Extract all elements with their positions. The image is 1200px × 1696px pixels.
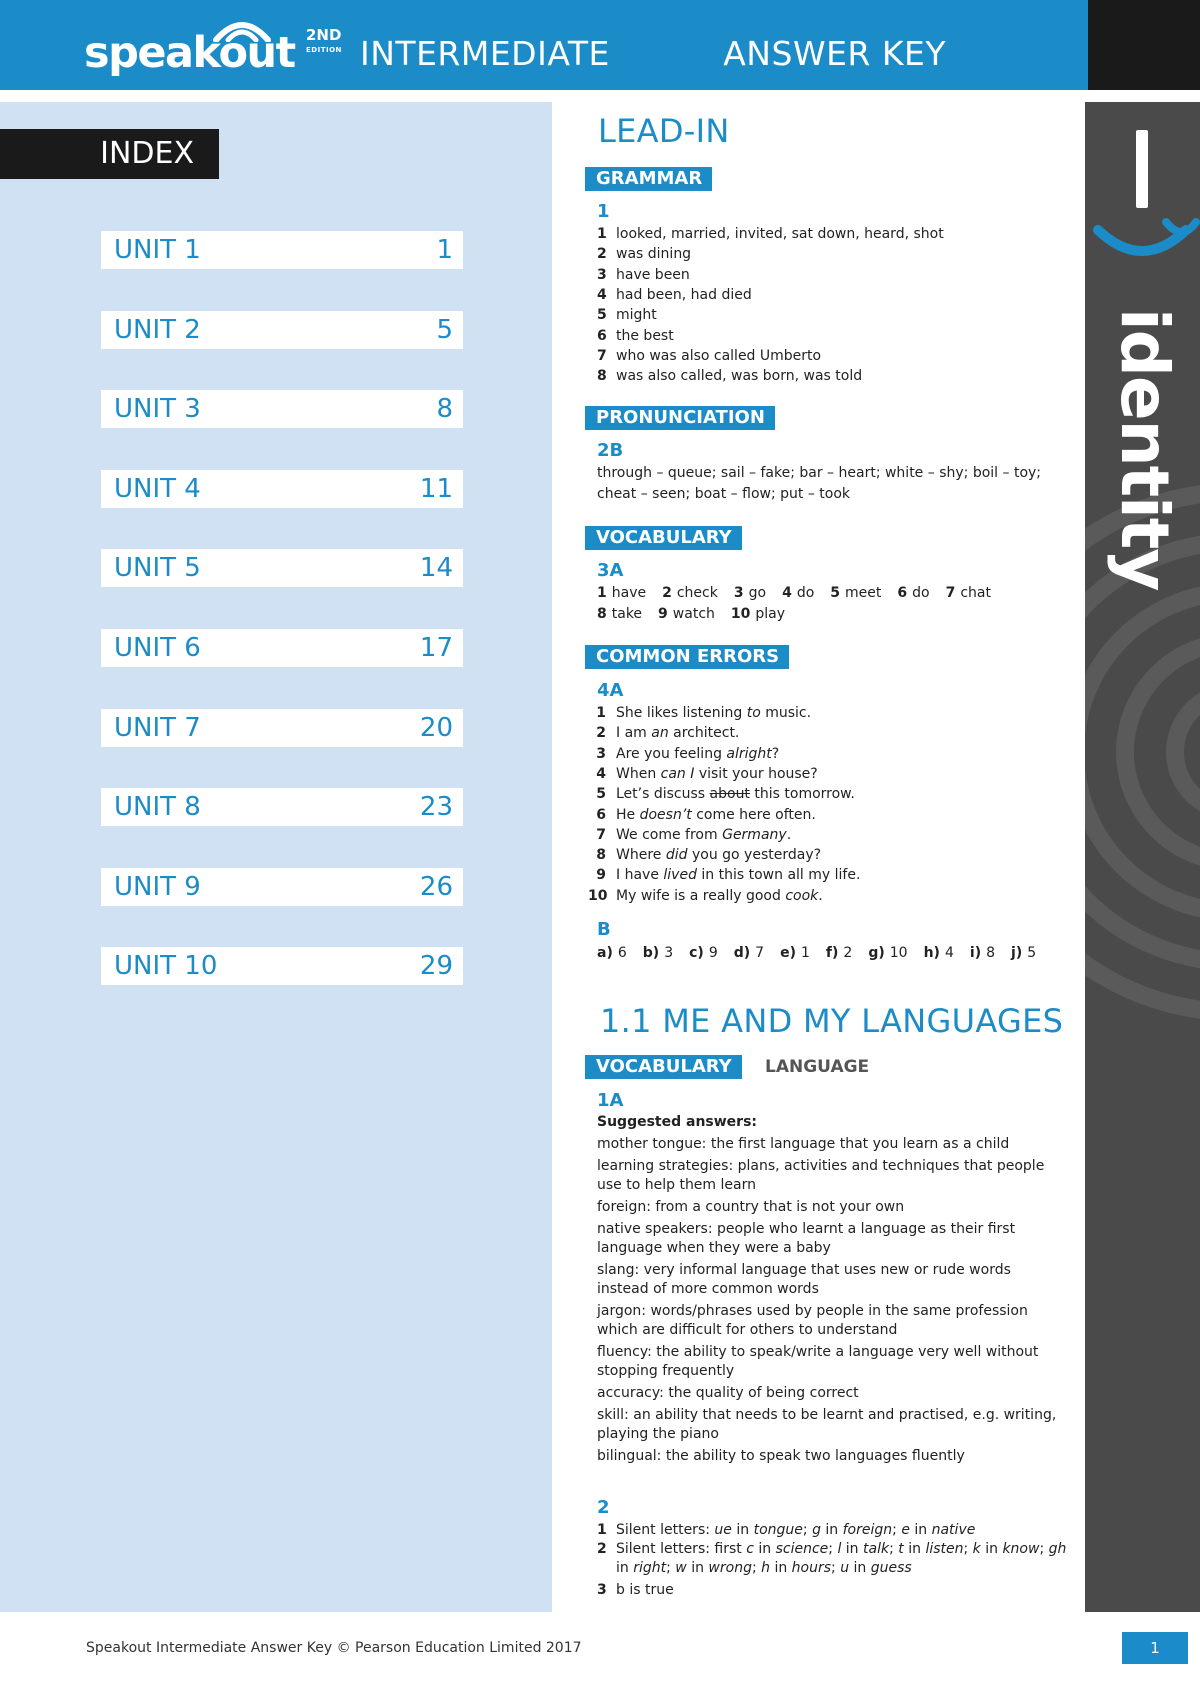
definition: foreign: from a country that is not your own [597,1199,905,1215]
grammar-answer [597,285,752,306]
item-number: 6 [897,585,908,601]
item-text: looked, married, invited, sat down, heard, shot [616,226,944,242]
grammar-heading: GRAMMAR [585,167,712,191]
error-correction [588,784,855,805]
definition: skill: an ability that needs to be learnt and practised, e.g. writing, playing the piano [597,1407,1057,1442]
item-text: check [676,585,718,601]
item-text: had been, had died [616,286,752,303]
exercise-2-item-3 [597,1580,674,1601]
vocab-answer [780,945,810,961]
unit-label: UNIT 8 [114,792,201,823]
definition: fluency: the ability to speak/write a language very well without stopping frequently [597,1344,1039,1379]
item-number: 9 [658,606,668,622]
item-number: f) [825,945,839,961]
unit-page-number: 8 [436,394,453,425]
pronunciation-line-2: cheat – seen; boat – flow; put – took [597,486,851,502]
edition-badge [306,28,342,57]
vocab-answer [734,585,766,601]
item-number: 1 [597,226,607,242]
item-number: 4 [596,765,606,782]
item-text: 10 [889,945,908,961]
definition: bilingual: the ability to speak two languages fluently [597,1448,965,1464]
unit-page-number: 17 [419,633,453,663]
item-text: in this town all my life. [696,867,861,884]
item-text: was also called, was born, was told [616,368,863,385]
vocab-answer [782,585,814,601]
item-number: d) [733,945,751,961]
index-title: INDEX [0,129,219,179]
corrected-word: can I [660,765,695,782]
item-text: visit your house? [694,765,818,782]
item-text: chat [960,585,991,601]
header-bar [0,0,1088,90]
common-errors-heading: COMMON ERRORS [585,645,789,669]
index-unit-link[interactable] [101,470,463,508]
error-correction [588,865,860,886]
unit-page-number: 26 [419,871,453,902]
vocab-answer [970,945,995,961]
item-number: c) [689,945,704,961]
errors-exercise-b-number: B [597,919,611,940]
pronunciation-exercise-number: 2B [597,440,624,461]
item-text: Are you feeling [616,745,727,762]
item-number: 6 [596,806,606,823]
index-unit-link[interactable] [101,709,463,747]
footer-copyright: Speakout Intermediate Answer Key © Pearson Education Limited 2017 [86,1640,582,1656]
removed-word: about [709,786,750,803]
index-unit-link[interactable] [101,231,463,269]
item-number: 4 [782,585,792,601]
unit-label: UNIT 3 [114,394,201,425]
index-unit-link[interactable] [101,788,463,826]
vocabulary-answers-row-1 [597,583,1007,604]
error-correction [588,764,818,785]
unit-page-number: 5 [436,314,453,345]
item-number: 2 [597,246,607,263]
item-number: 5 [596,786,606,803]
item-text: Silent letters: [616,1522,715,1538]
grammar-exercise-number: 1 [597,201,610,222]
index-unit-link[interactable] [101,311,463,349]
vocabulary-heading: VOCABULARY [585,526,742,550]
unit-number-glyph [1136,130,1148,208]
unit-page-number: 29 [419,951,453,982]
item-text: He [616,806,640,823]
unit-word: identity [1106,308,1183,591]
unit-label: UNIT 1 [114,235,201,265]
unit-label: UNIT 10 [114,951,218,982]
item-number: 2 [597,1541,607,1557]
grammar-answer [597,244,691,265]
item-text: 1 [801,945,810,961]
grammar-answer [597,346,821,367]
vocab-answer [1011,945,1036,961]
definition: accuracy: the quality of being correct [597,1385,859,1401]
item-number: 3 [596,745,606,762]
answer-key-title: ANSWER KEY [723,34,946,73]
corrected-word: Germany [722,826,787,843]
corrected-word: doesn’t [639,806,692,823]
item-text: do [796,585,815,601]
item-text: 3 [664,945,674,961]
exercise-2-item-2: 2 Silent letters: first c in science; l in talk; t in listen; k in know; gh in right; w in wrong; h in hours; u in guess [597,1541,1067,1576]
definition: native speakers: people who learnt a language as their first language when they were a baby [597,1221,1016,1256]
item-number: 1 [597,1522,607,1538]
error-correction [588,703,811,724]
item-text: We come from [616,826,723,843]
sound-arc-icon [1090,210,1200,270]
vocabulary-answers-row-2 [597,604,801,625]
item-number: 2 [662,585,672,601]
unit-page-number: 14 [419,553,453,584]
exercise-1a-number: 1A [597,1090,624,1111]
unit-label: UNIT 5 [114,553,201,584]
vocab-answer [658,606,715,622]
unit-label: UNIT 7 [114,712,201,743]
item-text: do [912,585,930,601]
item-number: 7 [596,826,606,843]
vocab-answer [731,606,785,622]
vocab-answer [868,945,907,961]
item-number: 5 [597,307,607,324]
exercise-2-item-1: 1 Silent letters: ue in tongue; g in foreign; e in native [597,1520,975,1541]
errors-b-answers [597,943,1052,964]
unit-label: UNIT 4 [114,473,201,504]
vocab-answer [826,945,852,961]
corrected-word: alright [726,745,772,762]
corrected-word: cook [785,887,819,904]
item-text: go [748,585,767,601]
item-number: 1 [596,705,606,721]
item-text: 2 [843,945,853,961]
section-vocabulary-heading: VOCABULARY [585,1055,742,1079]
vocab-answer [597,585,646,601]
item-number: g) [868,945,885,961]
item-number: 10 [730,606,751,622]
suggested-answers-label: Suggested answers: [597,1114,758,1130]
item-number: 2 [596,725,606,742]
vocab-answer [830,585,881,601]
item-text: I am [616,725,652,742]
definition: mother tongue: the first language that you learn as a child [597,1136,1010,1152]
item-text: might [616,307,657,324]
error-correction [588,886,823,907]
item-number: 7 [597,347,607,364]
item-text: 6 [617,945,627,961]
item-number: 1 [597,585,607,601]
item-number: 3 [597,266,607,283]
item-text: 7 [755,945,765,961]
item-text: music. [760,705,812,721]
item-number: e) [780,945,796,961]
item-text: have been [616,266,690,283]
item-text: Let’s discuss [616,786,710,803]
corrected-word: lived [663,867,697,884]
item-text: watch [672,606,715,622]
item-text: take [611,606,643,622]
unit-label: UNIT 2 [114,314,201,345]
item-number: 9 [596,867,606,884]
item-text: ? [771,745,780,762]
vocabulary-exercise-number: 3A [597,560,624,581]
item-text: I have [616,867,664,884]
logo-wordmark: speakout [84,28,295,78]
unit-page-number: 23 [419,792,453,823]
item-number: b) [642,945,660,961]
grammar-answer [597,265,690,286]
item-text: meet [845,585,882,601]
section-1-1-title: 1.1 ME AND MY LANGUAGES [600,1002,1064,1040]
edition-number: 2ND [306,26,342,44]
item-text: have [611,585,647,601]
unit-label: UNIT 9 [114,871,201,902]
item-text: who was also called Umberto [616,347,822,364]
item-text: this tomorrow. [749,786,855,803]
corrected-word: did [665,847,688,864]
definitions-list [597,1135,1062,1469]
item-text: play [755,606,786,622]
vocab-answer [924,945,954,961]
vocab-answer [734,945,764,961]
grammar-answer [597,305,657,326]
item-number: 6 [597,327,607,344]
item-text: When [616,765,661,782]
index-unit-link[interactable] [101,390,463,428]
item-text: Silent letters: first [616,1541,747,1557]
vocab-answer [597,606,642,622]
exercise-2-number: 2 [597,1497,610,1518]
index-unit-link[interactable] [101,947,463,985]
item-number: j) [1011,945,1023,961]
item-number: 3 [733,585,744,601]
item-text: you go yesterday? [687,847,822,864]
page-number: 1 [1122,1632,1188,1664]
errors-exercise-a-number: 4A [597,680,624,701]
vocab-answer [689,945,718,961]
index-unit-link[interactable] [101,629,463,667]
item-text: Where [616,847,666,864]
grammar-answer [597,224,944,245]
level-title: INTERMEDIATE [360,34,610,73]
error-correction [588,825,791,846]
error-correction [588,744,779,765]
item-number: 4 [597,286,607,303]
index-unit-link[interactable] [101,549,463,587]
pronunciation-heading: PRONUNCIATION [585,406,775,430]
vocab-answer [643,945,673,961]
item-number: 10 [588,887,608,904]
item-text: . [786,826,792,843]
pronunciation-line-1: through – queue; sail – fake; bar – heart; white – shy; boil – toy; [597,465,1042,481]
vocab-answer [946,585,991,601]
item-number: 8 [596,847,606,864]
item-number: h) [923,945,940,961]
item-text: 8 [986,945,996,961]
item-text: 4 [944,945,954,961]
leadin-title: LEAD-IN [598,112,730,150]
unit-page-number: 20 [419,712,453,743]
grammar-answer [597,366,862,387]
item-number: 8 [597,368,607,385]
definition: jargon: words/phrases used by people in the same profession which are difficult for others to understand [597,1303,1028,1338]
unit-page-number: 1 [436,235,453,265]
error-correction [588,845,821,866]
definition: slang: very informal language that uses new or rude words instead of more common words [597,1262,1011,1297]
edition-word: EDITION [306,46,342,54]
item-text: come here often. [691,806,816,823]
item-number: 8 [597,606,607,622]
item-text: b is true [616,1582,674,1598]
unit-label: UNIT 6 [114,633,201,663]
vocab-answer [597,945,627,961]
definition: learning strategies: plans, activities and techniques that people use to help them learn [597,1158,1045,1193]
item-text: the best [616,327,674,344]
item-text: . [818,887,823,904]
index-unit-link[interactable] [101,868,463,906]
item-number: 5 [830,585,841,601]
error-correction [588,805,816,826]
item-text: My wife is a really good [616,887,786,904]
item-text: was dining [616,246,692,263]
error-correction [588,723,739,744]
header-corner-block [1088,0,1200,90]
section-vocabulary-subheading: LANGUAGE [765,1057,870,1077]
item-number: i) [969,945,982,961]
item-text: architect. [668,725,740,742]
item-number: 3 [597,1582,607,1598]
corrected-word: to [746,705,761,721]
item-text: 9 [708,945,718,961]
item-text: She likes listening [616,705,747,721]
grammar-answer [597,326,674,347]
corrected-word: an [651,725,669,742]
vocab-answer [662,585,718,601]
item-text: 5 [1027,945,1037,961]
unit-page-number: 11 [419,473,453,504]
item-number: a) [597,945,613,961]
item-number: 7 [945,585,956,601]
vocab-answer [897,585,929,601]
logo-soundwave-icon [210,16,274,42]
